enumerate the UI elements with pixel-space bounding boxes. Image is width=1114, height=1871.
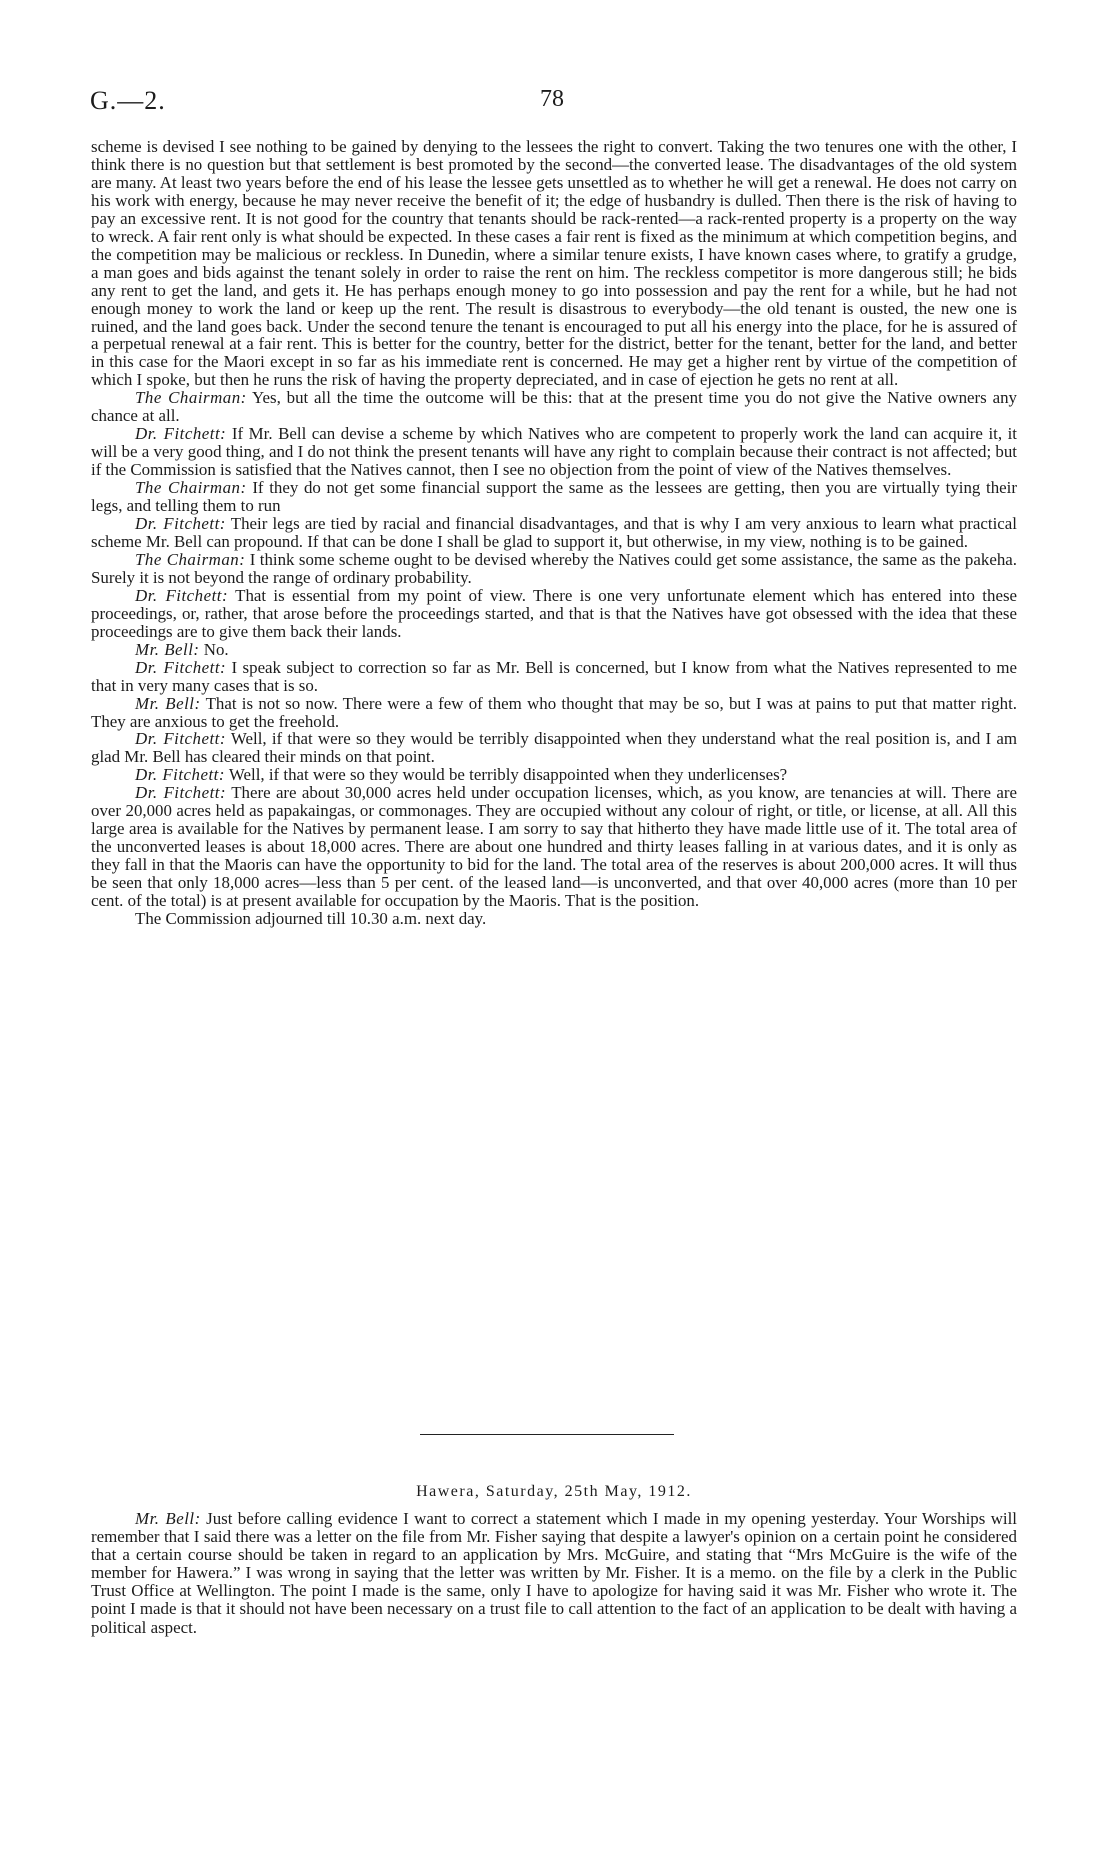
paragraph xyxy=(91,138,1017,389)
speaker-name: Dr. Fitchett: xyxy=(135,765,225,785)
paragraph xyxy=(91,479,1017,515)
paragraph-text: That is not so now. There were a few of them who thought that may be so, but I was at pains to put that matter right. They are anxious to get the freehold. xyxy=(91,693,1017,731)
paragraph xyxy=(91,659,1017,695)
paragraph xyxy=(91,425,1017,479)
paragraph xyxy=(91,766,1017,784)
paragraph xyxy=(91,551,1017,587)
paragraph-text: scheme is devised I see nothing to be gained by denying to the lessees the right to convert. Taking the two tenures one with the other, I think there is no question but that settlement is best promoted by the second—the converted lease. The disadvantages of the old system are many. At least two years before the end of his lease the lessee gets unsettled as to whether he will get a renewal. He does not carry on his work with energy, because he may never receive the benefit of it; the edge of husbandry is dulled. Then there is the risk of having to pay an excessive rent. It is not good for the country that tenants should be rack-rented—a rack-rented property is a property on the way to wreck. A fair rent only is what should be expected. In these cases a fair rent is fixed as the minimum at which competition begins, and the competition may be malicious or reckless. In Dunedin, where a similar tenure exists, I have known cases where, to gratify a grudge, a man goes and bids against the tenant solely in order to raise the rent on him. The reckless competitor is more dangerous still; he bids any rent to get the land, and gets it. He has perhaps enough money to go into possession and pay the rent for a while, but he had not enough money to work the land or keep up the rent. The result is disastrous to everybody—the old tenant is ousted, the new one is ruined, and the land goes back. Under the second tenure the tenant is encouraged to put all his energy into the place, for he is assured of a perpetual renewal at a fair rent. This is better for the country, better for the district, better for the tenant, better for the land, and better in this case for the Maori except in so far as his immediate rent is concerned. He may get a higher rent by virtue of the competition of which I spoke, but then he runs the risk of having the property depreciated, and in case of ejection he gets no rent at all. xyxy=(91,137,1017,390)
paragraph-text: I speak subject to correction so far as Mr. Bell is concerned, but I know from what the Natives represented to me that in very many cases that is so. xyxy=(91,657,1018,695)
paragraph xyxy=(91,389,1017,425)
document-reference: G.—2. xyxy=(90,86,166,115)
speaker-name: Mr. Bell: xyxy=(135,1509,201,1528)
section-divider xyxy=(420,1434,674,1435)
paragraph xyxy=(91,1510,1017,1637)
paragraph-text: No. xyxy=(203,639,229,659)
paragraph-text: If Mr. Bell can devise a scheme by which Natives who are competent to properly work the land can acquire it, it will be a very good thing, and I do not think the present tenants will have any right to complain because their contract is not affected; but if the Commission is satisfied that the Natives cannot, then I see no objection from the point of view of the Natives themselves. xyxy=(91,424,1017,480)
page-header xyxy=(90,86,1020,116)
paragraph xyxy=(91,587,1017,641)
speaker-name: The Chairman: xyxy=(135,549,246,569)
paragraph-text: If they do not get some financial support the same as the lessees are getting, then you are virtually tying their legs, and telling them to run xyxy=(91,478,1017,516)
paragraph-text: I think some scheme ought to be devised whereby the Natives could get some assistance, the same as the pakeha. Surely it is not beyond the range of ordinary probability. xyxy=(91,549,1017,587)
speaker-name: Dr. Fitchett: xyxy=(135,729,226,749)
paragraph xyxy=(91,641,1017,659)
paragraph-text: Well, if that were so they would be terribly disappointed when they underlicenses? xyxy=(228,765,788,785)
paragraph xyxy=(91,695,1017,731)
paragraph-text: Their legs are tied by racial and financial disadvantages, and that is why I am very anxious to learn what practical scheme Mr. Bell can propound. If that can be done I shall be glad to support it, but otherwise, in my view, nothing is to be gained. xyxy=(91,514,1017,551)
paragraph-text: Yes, but all the time the outcome will be this: that at the present time you do not give the Native owners any chance at all. xyxy=(91,388,1017,426)
session-heading: Hawera, Saturday, 25th May, 1912. xyxy=(416,1483,692,1500)
paragraph-text: The Commission adjourned till 10.30 a.m. next day. xyxy=(135,908,487,928)
paragraph-text: That is essential from my point of view. There is one very unfortunate element which has entered into these proceedings, or, rather, that arose before the proceedings started, and that is that the Natives have got obsessed with the idea that these proceedings are to give them back their lands. xyxy=(91,585,1018,641)
minutes-body xyxy=(91,138,1017,928)
speaker-name: The Chairman: xyxy=(135,388,247,408)
speaker-name: Dr. Fitchett: xyxy=(135,585,229,605)
speaker-name: Mr. Bell: xyxy=(135,693,201,713)
paragraph xyxy=(91,730,1017,766)
speaker-name: Dr. Fitchett: xyxy=(135,657,227,677)
speaker-name: Dr. Fitchett: xyxy=(135,424,227,444)
paragraph xyxy=(91,784,1017,910)
paragraph-text: Well, if that were so they would be terribly disappointed when they understand what the real position is, and I am glad Mr. Bell has cleared their minds on that point. xyxy=(91,729,1017,767)
paragraph-text: There are about 30,000 acres held under occupation licenses, which, as you know, are tenancies at will. There are over 20,000 acres held as papakaingas, or commonages. They are occupied without any colour of right, or title, or license, at all. All this large area is available for the Natives by permanent lease. I am sorry to say that hitherto they have made little use of it. The total area of the unconverted leases is about 18,000 acres. There are about one hundred and thirty leases falling in at various dates, and it is only as they fall in that the Maoris can have the opportunity to bid for the land. The total area of the reserves is about 200,000 acres. It will thus be seen that only 18,000 acres—less than 5 per cent. of the leased land—is unconverted, and that over 40,000 acres (more than 10 per cent. of the total) is at present available for occupation by the Maoris. That is the position. xyxy=(91,783,1018,911)
session-body xyxy=(91,1510,1017,1637)
page-number: 78 xyxy=(540,86,564,112)
paragraph-text: Just before calling evidence I want to correct a statement which I made in my opening yesterday. Your Worships will remember that I said there was a letter on the file from Mr. Fisher saying that despite a lawyer's opinion on a certain point he considered that a certain course should be taken in regard to an application by Mrs. McGuire, and stating that “Mrs McGuire is the wife of the member for Hawera.” I was wrong in saying that the letter was written by Mr. Fisher. It is a memo. on the file by a clerk in the Public Trust Office at Wellington. The point I made is the same, only I have to apologize for having said it was Mr. Fisher who wrote it. The point I made is that it should not have been necessary on a trust file to call attention to the fact of an application to be dealt with having a political aspect. xyxy=(91,1509,1017,1637)
paragraph xyxy=(91,515,1017,551)
speaker-name: Dr. Fitchett: xyxy=(135,514,226,534)
speaker-name: The Chairman: xyxy=(135,478,247,498)
speaker-name: Mr. Bell: xyxy=(135,639,200,659)
speaker-name: Dr. Fitchett: xyxy=(135,783,227,803)
adjournment-note xyxy=(91,910,1017,928)
